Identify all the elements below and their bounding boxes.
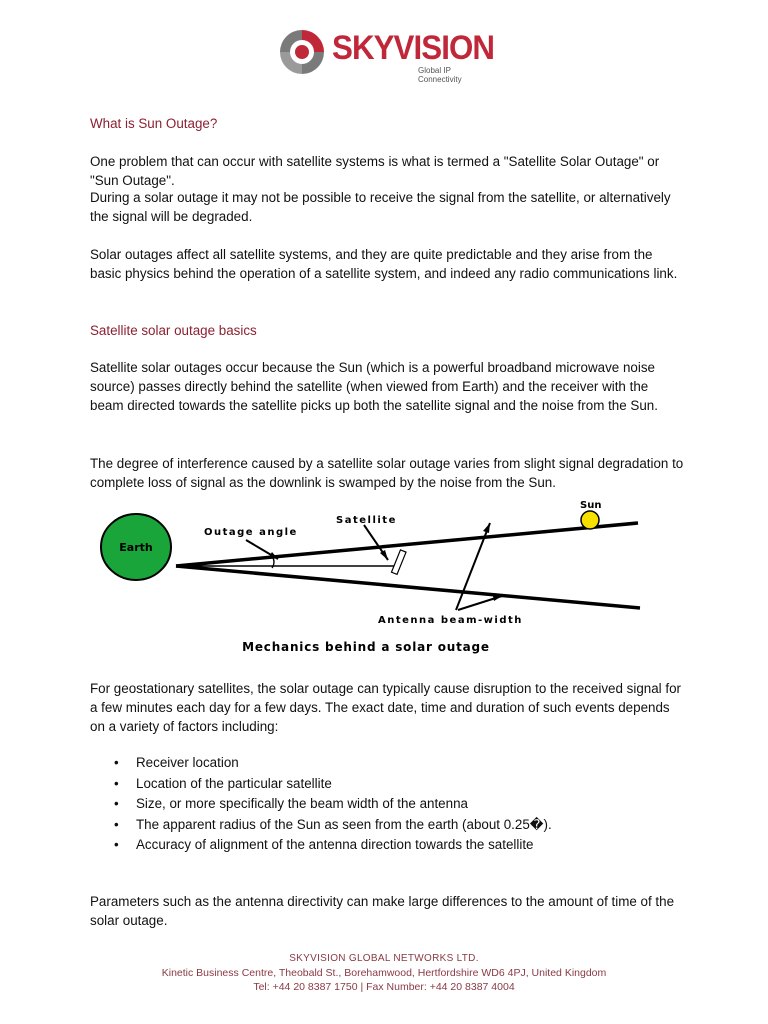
heading-solar-outage-basics: Satellite solar outage basics [90, 323, 257, 338]
heading-what-is-sun-outage: What is Sun Outage? [90, 116, 218, 131]
paragraph: During a solar outage it may not be possible to receive the signal from the satellite, or alternatively the signal will be degraded. [90, 190, 671, 224]
list-item: • Location of the particular satellite [114, 774, 552, 795]
company-logo [276, 26, 496, 84]
sun-shape [581, 511, 599, 529]
satellite-label: Satellite [336, 515, 397, 526]
factor-list [114, 753, 552, 856]
paragraph: For geostationary satellites, the solar outage can typically cause disruption to the received signal for a few minutes each day for a few days. The exact date, time and duration of such events depends on a variety of factors including: [90, 681, 681, 734]
list-item: • The apparent radius of the Sun as seen from the earth (about 0.25�). [114, 815, 552, 836]
footer-contact: Tel: +44 20 8387 1750 | Fax Number: +44 20 8387 4004 [253, 981, 515, 993]
logo-name: SKYVISION [332, 29, 495, 67]
beam-lower-line [176, 566, 640, 608]
diagram-caption: Mechanics behind a solar outage [242, 640, 490, 654]
paragraph: Parameters such as the antenna directivity can make large differences to the amount of time of the solar outage. [90, 894, 675, 928]
list-item: • Accuracy of alignment of the antenna direction towards the satellite [114, 835, 552, 856]
logo-mark-icon [276, 26, 328, 78]
satellite-icon [391, 550, 406, 575]
list-item: • Receiver location [114, 753, 552, 774]
paragraph: Satellite solar outages occur because the Sun (which is a powerful broadband microwave noise source) passes directly behind the satellite (when viewed from Earth) and the receiver with the beam directed towards the satellite picks up both the satellite signal and the noise from the Sun. [90, 360, 658, 413]
page-footer [0, 952, 768, 994]
solar-outage-diagram [96, 500, 656, 660]
beam-label: Antenna beam-width [378, 615, 523, 626]
list-item: • Size, or more specifically the beam width of the antenna [114, 794, 552, 815]
outage-angle-label: Outage angle [204, 527, 298, 538]
footer-address: Kinetic Business Centre, Theobald St., Borehamwood, Hertfordshire WD6 4PJ, United Kingdom [161, 967, 607, 979]
logo-tagline: Global IP Connectivity [418, 66, 462, 84]
footer-company: SKYVISION GLOBAL NETWORKS LTD. [289, 953, 479, 964]
paragraph: The degree of interference caused by a satellite solar outage varies from slight signal degradation to complete loss of signal as the downlink is swamped by the noise from the Sun. [90, 456, 684, 490]
sun-label: Sun [580, 500, 602, 511]
earth-label: Earth [119, 541, 153, 554]
paragraph: Solar outages affect all satellite systems, and they are quite predictable and they arise from the basic physics behind the operation of a satellite system, and indeed any radio communications link. [90, 247, 678, 281]
paragraph: One problem that can occur with satellite systems is what is termed a "Satellite Solar Outage" or "Sun Outage". [90, 154, 660, 188]
